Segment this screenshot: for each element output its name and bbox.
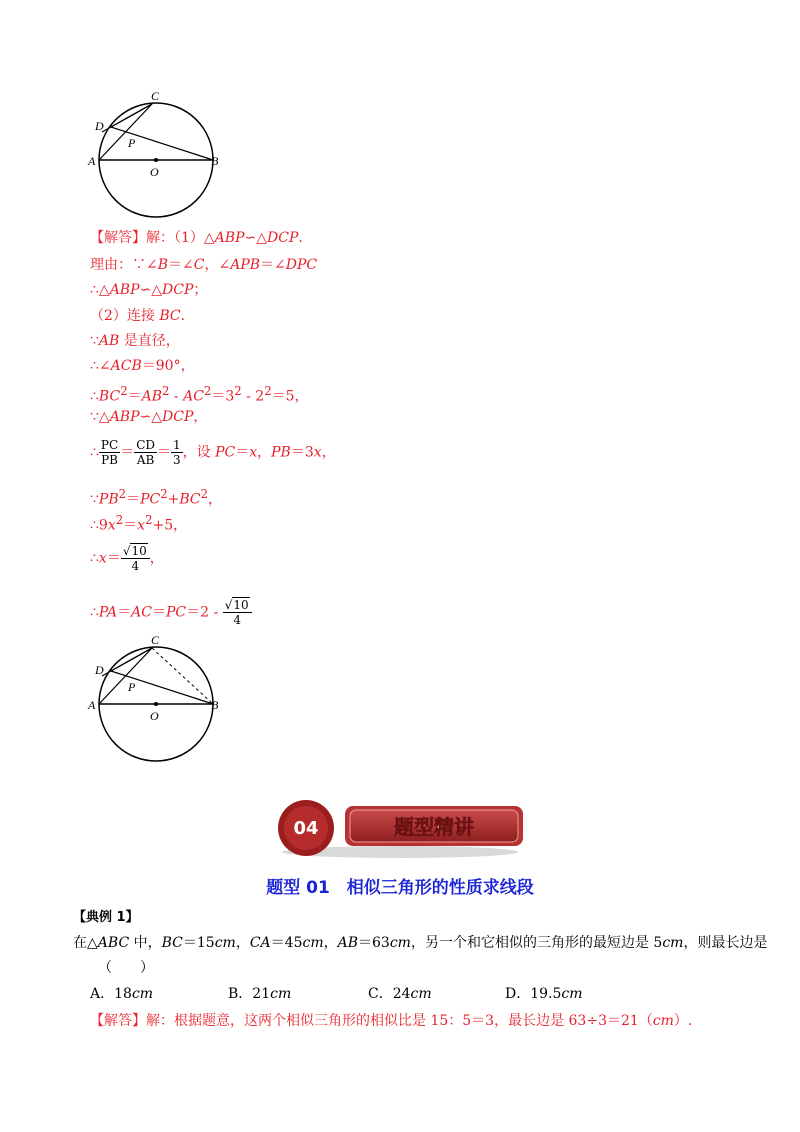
solution-line-13: ∴PA＝AC＝PC＝2 - $\frac{√10}{4}$ [90,598,252,627]
answer-paren: （ ） [98,960,154,976]
solution-line-7: $\therefore BC^2=AB^2 - AC^2=3^2 - 2^2=5$， [90,384,309,405]
example-label: 【典例 1】 [73,910,139,925]
banner-badge-number: 04 [293,818,319,839]
solution-line-12: ∴x＝ $\frac{√10}{4}$ ， [90,544,164,573]
solution-line-8: ∵△ABP∽△DCP， [90,409,208,425]
option-d[interactable]: D．19.5cm [505,986,583,1002]
label-a: A [88,698,96,712]
option-a[interactable]: A．18cm [90,986,154,1002]
label-b: B [211,154,219,168]
dashed-segment-bc [152,648,213,704]
center-point [154,158,158,162]
solution-line-9: ∴ $\frac{PC}{PB}$ ＝ $\frac{CD}{AB}$ ＝ $\frac{1}{3}$ ，设 PC＝x，PB＝3x， [90,438,336,467]
solution-line-6: ∴∠ACB＝90°， [90,358,195,374]
label-c: C [151,634,160,647]
solution-line-2: 理由：∵∠B＝∠C，∠APB＝∠DPC [90,257,318,273]
banner-title: 题型精讲 [394,815,474,839]
label-d: D [95,119,104,133]
option-b[interactable]: B．21cm [228,986,292,1002]
label-p: P [128,680,136,694]
section-title: 题型 01 相似三角形的性质求线段 [266,878,534,898]
example-question: 在△ABC 中，BC＝15cm，CA＝45cm，AB＝63cm，另一个和它相似的三角形的最短边是 5cm，则最长边是 [73,935,768,951]
fraction-one-third: $\frac{1}{3}$ [173,438,181,467]
label-c: C [151,90,160,103]
label-d: D [95,663,104,677]
center-point [154,702,158,706]
label-a: A [88,154,96,168]
example-answer: 【解答】解：根据题意，这两个相似三角形的相似比是 15：5＝3，最长边是 63÷3＝21（cm）. [90,1013,693,1029]
solution-line-11: $\therefore 9x^2=x^2+5$， [90,513,188,534]
label-o: O [150,165,159,179]
segment-dc [111,648,152,671]
label-p: P [128,136,136,150]
section-banner [270,800,530,862]
label-b: B [211,698,219,712]
answer-tag: 【解答】 [90,230,146,246]
solution-line-3: ∴△ABP∽△DCP； [90,282,208,298]
segment-dc [111,104,152,127]
solution-line-10: $\because PB^2=PC^2+BC^2$， [90,487,223,508]
circle-figure-2 [80,634,240,764]
fraction-sqrt10-over-4: $\frac{√10}{4}$ [121,544,150,573]
solution-line-4: （2）连接 BC. [90,308,186,324]
fraction-cd-ab: $\frac{CD}{AB}$ [136,438,155,467]
fraction-sqrt10-over-4-b: $\frac{√10}{4}$ [223,598,252,627]
solution-line-5: ∵AB 是直径， [90,333,180,349]
option-c[interactable]: C．24cm [368,986,432,1002]
segment-db [111,127,213,160]
fraction-pc-pb: $\frac{PC}{PB}$ [100,438,119,467]
segment-db [111,671,213,704]
circle-figure-1 [80,90,240,220]
solution-line-1: 【解答】解：（1）△ABP∽△DCP. [90,230,303,246]
label-o: O [150,709,159,723]
